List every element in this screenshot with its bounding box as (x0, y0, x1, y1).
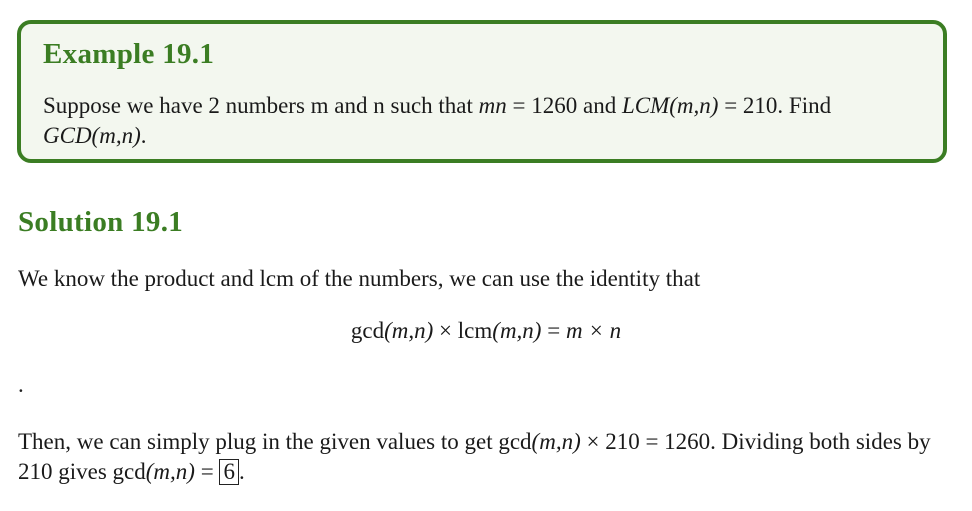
example-text-a: Suppose we have 2 numbers m and n such that (43, 93, 479, 118)
eq-args1: (m,n) (384, 318, 434, 343)
p2-text-c: = (194, 459, 220, 484)
eq-times: × (433, 318, 458, 343)
solution-paragraph-1: We know the product and lcm of the numbers, we can use the identity that (18, 266, 701, 291)
eq-gcd: gcd (350, 318, 385, 343)
eq-args2: (m,n) (492, 318, 542, 343)
stray-period: . (18, 372, 24, 397)
math-lcm: LCM(m,n) (621, 93, 719, 118)
p2-text-a: Then, we can simply plug in the given values to get gcd (18, 429, 532, 454)
solution-paragraph-2 (18, 427, 958, 487)
solution-title: Solution 19.1 (18, 206, 184, 238)
math-mn: mn (478, 93, 507, 118)
eq-rhs: m × n (565, 318, 622, 343)
example-text (43, 91, 933, 151)
identity-equation (0, 318, 972, 344)
example-box (17, 20, 947, 163)
example-title: Example 19.1 (43, 38, 215, 70)
p2-args: (m,n) (531, 429, 581, 454)
answer-box: 6 (219, 459, 239, 485)
math-gcd: GCD(m,n) (43, 123, 141, 148)
eq-equals: = (541, 318, 566, 343)
p2-end: . (238, 459, 245, 484)
eq-lcm: lcm (457, 318, 493, 343)
example-eq1: = 1260 and (506, 93, 622, 118)
p2-text-b: × 210 = 1260. Dividing both sides by 210 gives gcd (18, 429, 931, 484)
example-end: . (140, 123, 147, 148)
p2-args2: (m,n) (145, 459, 195, 484)
example-eq2: = 210. Find (718, 93, 832, 118)
